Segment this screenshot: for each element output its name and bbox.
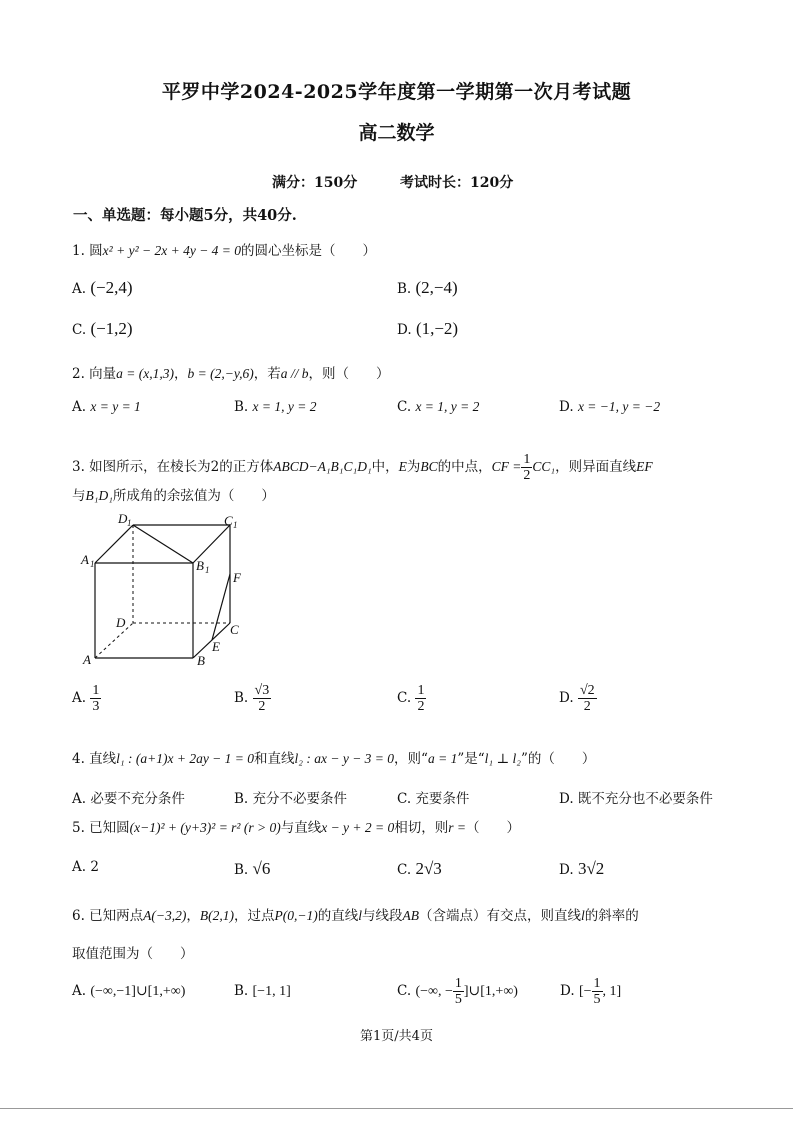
q1-number: 1. 圆: [72, 243, 103, 259]
exam-duration: 考试时长：120分: [400, 175, 514, 191]
q4-option-b: B. 充分不必要条件: [234, 791, 348, 807]
q1-option-b: B. (2,−4): [397, 278, 458, 297]
q6-option-c: C. (−∞, − $\frac{1}{5}$ ]∪[1,+∞): [397, 976, 518, 1007]
label-a: A: [83, 652, 91, 667]
q3-option-c: C. $\frac{1}{2}$: [397, 683, 425, 714]
q6-option-b: B. [−1, 1]: [234, 983, 291, 999]
exam-subtitle: 高二数学: [358, 122, 435, 144]
q3-option-d: D. $\frac{√2}{2}$: [559, 683, 595, 714]
q3-option-b: B. $\frac{√3}{2}$: [234, 683, 270, 714]
q2-vector-a: a = (x,1,3): [116, 366, 175, 381]
q6-option-d: D. [− $\frac{1}{5}$ , 1]: [560, 976, 622, 1007]
q2-option-b: B. x = 1, y = 2: [234, 399, 317, 415]
q2-option-d: D. x = −1, y = −2: [559, 399, 661, 415]
question-2: 2. 向量a = (x,1,3)，b = (2,−y,6)，若a // b，则（ ）: [72, 366, 390, 382]
question-3-line-2: 与B₁D₁所成角的余弦值为（ ）: [72, 488, 275, 504]
q4-option-c: C. 充要条件: [397, 791, 470, 807]
question-3-line-1: 3. 如图所示，在棱长为2的正方体ABCD−A₁B₁C₁D₁中，E为BC的中点，CF = $\frac{1}{2}$ CC₁，则异面直线EF: [72, 452, 653, 483]
label-c1: C: [224, 513, 233, 528]
svg-text:1: 1: [233, 520, 238, 530]
question-6-line-1: 6. 已知两点A(−3,2)，B(2,1)，过点P(0,−1)的直线l与线段AB（含端点）有交点，则直线l的斜率的: [72, 908, 639, 924]
label-c: C: [230, 622, 239, 637]
svg-text:1: 1: [205, 565, 210, 575]
q5-option-b: B. √6: [234, 859, 271, 878]
q1-option-a: A. (−2,4): [72, 278, 133, 297]
q5-option-d: D. 3√2: [559, 859, 605, 878]
q2-option-c: C. x = 1, y = 2: [397, 399, 480, 415]
question-6-line-2: 取值范围为（ ）: [72, 946, 194, 962]
full-score: 满分：150分: [272, 175, 358, 191]
label-b: B: [197, 653, 205, 668]
q2-option-a: A. x = y = 1: [72, 399, 141, 415]
label-a1: A: [81, 552, 89, 567]
label-e: E: [212, 639, 220, 654]
question-1: [72, 239, 376, 259]
q5-option-a: A. 2: [72, 859, 99, 875]
svg-text:1: 1: [127, 518, 132, 528]
q1-expression: x² + y² − 2x + 4y − 4 = 0: [102, 243, 242, 258]
q1-tail: 的圆心坐标是（ ）: [241, 243, 377, 259]
label-f: F: [233, 570, 241, 585]
section-heading-single-choice: 一、单选题：每小题5分，共40分.: [73, 207, 297, 224]
exam-title: 平罗中学2024-2025学年度第一学期第一次月考试题: [161, 81, 632, 103]
question-4: 4. 直线l₁ : (a+1)x + 2ay − 1 = 0和直线l₂ : ax − y − 3 = 0，则“a = 1”是“l₁ ⊥ l₂”的（ ）: [72, 751, 596, 767]
q3-option-a: A. $\frac{1}{3}$: [72, 683, 100, 714]
q4-option-d: D. 既不充分也不必要条件: [559, 791, 713, 807]
q1-option-c: C. (−1,2): [72, 319, 133, 338]
label-d: D: [116, 615, 126, 630]
svg-text:1: 1: [90, 559, 95, 569]
q2-vector-b: b = (2,−y,6): [187, 366, 254, 381]
q6-option-a: A. (−∞,−1]∪[1,+∞): [72, 983, 186, 999]
page-footer: 第1页/共4页: [360, 1029, 433, 1044]
q5-option-c: C. 2√3: [397, 859, 442, 878]
label-b1: B: [196, 558, 204, 573]
q4-option-a: A. 必要不充分条件: [72, 791, 185, 807]
bottom-divider: [0, 1108, 793, 1109]
label-d1: D: [118, 511, 128, 526]
cube-figure: [78, 508, 258, 670]
question-5: 5. 已知圆(x−1)² + (y+3)² = r² (r > 0)与直线x − y + 2 = 0相切，则r =（ ）: [72, 820, 521, 836]
q1-option-d: D. (1,−2): [397, 319, 459, 338]
